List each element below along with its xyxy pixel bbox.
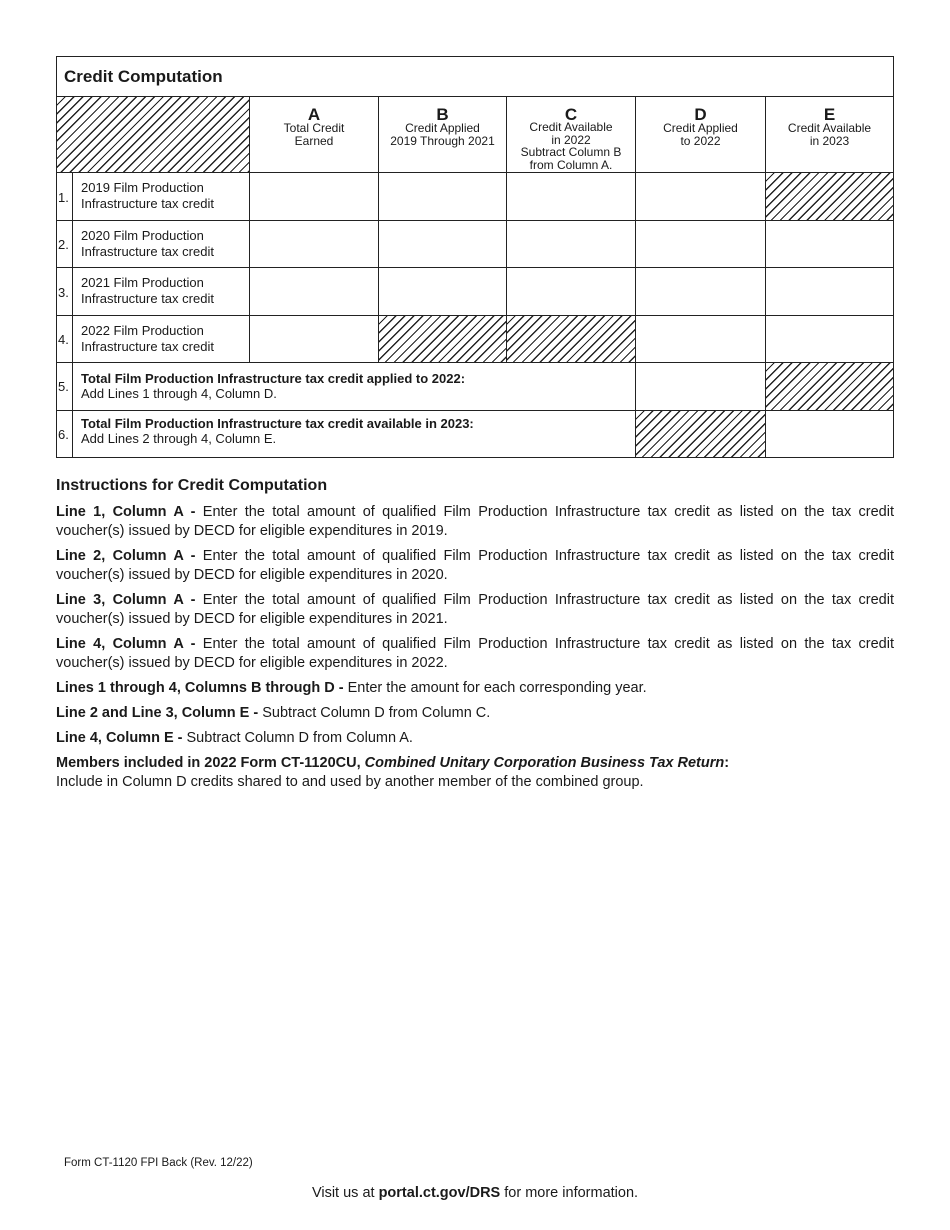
row-number: 2.: [58, 237, 69, 252]
cell-4a[interactable]: [250, 316, 378, 362]
row-label: 2019 Film Production Infrastructure tax credit: [81, 180, 214, 211]
instruction-item: Lines 1 through 4, Columns B through D - Enter the amount for each corresponding year.: [56, 680, 647, 696]
cell-2c[interactable]: [507, 221, 635, 267]
form-identifier: Form CT-1120 FPI Back (Rev. 12/22): [64, 1157, 253, 1169]
members-note: Members included in 2022 Form CT-1120CU, Combined Unitary Corporation Business Tax Return: Include in Column D credits shared to and used by another member of the combined group.: [56, 755, 730, 790]
instruction-item: Line 4, Column A - Enter the total amount of qualified Film Production Infrastructure tax credit as listed on the tax credit voucher(s) issued by DECD for eligible expenditures in 2022.: [56, 636, 894, 671]
cell-2b[interactable]: [379, 221, 506, 267]
cell-1c[interactable]: [507, 173, 635, 220]
instruction-item: Line 2, Column A - Enter the total amount of qualified Film Production Infrastructure tax credit as listed on the tax credit voucher(s) issued by DECD for eligible expenditures in 2020.: [56, 548, 894, 583]
row-number: 6.: [58, 427, 69, 442]
hatched-cell-4b: [379, 316, 506, 362]
hatched-cell-1e: [766, 173, 893, 220]
cell-5d[interactable]: [636, 363, 765, 410]
cell-1d[interactable]: [636, 173, 765, 220]
cell-2e[interactable]: [766, 221, 893, 267]
cell-2d[interactable]: [636, 221, 765, 267]
hatched-cell-5e: [766, 363, 893, 410]
row-label: 2022 Film Production Infrastructure tax credit: [81, 323, 214, 354]
credit-computation-table: Credit Computation A Total Credit Earned B Credit Applied 2019 Through 2021 C Credit Available in 2022 Subtract Column B from Column A. D Credit Applied to 2022 E Credit Available in 2023 1. 2019 Film Production Infrastructure tax credit 2. 2020 Film Production Infrastructure tax credit 3. 2021 Film Production Infrastructure tax credit 4. 2022 Film Production Infrastructure tax credit 5. Total Film Production Infrastructure tax credit applied to 2022: Add Lines 1 through 4, Column D. 6. Total Film Production Infrastructure tax credit available in 2023: Add Lines 2 through 4, Column E.: [56, 56, 894, 458]
hatched-cell-4c: [507, 316, 635, 362]
row-label: 2020 Film Production Infrastructure tax credit: [81, 228, 214, 259]
instruction-item: Line 1, Column A - Enter the total amount of qualified Film Production Infrastructure tax credit as listed on the tax credit voucher(s) issued by DECD for eligible expenditures in 2019.: [56, 504, 894, 539]
row-label: 2021 Film Production Infrastructure tax credit: [81, 275, 214, 306]
total-applied-label: Total Film Production Infrastructure tax credit applied to 2022: Add Lines 1 through 4, Column D.: [81, 371, 466, 401]
instruction-item: Line 3, Column A - Enter the total amount of qualified Film Production Infrastructure tax credit as listed on the tax credit voucher(s) issued by DECD for eligible expenditures in 2021.: [56, 592, 894, 627]
instruction-item: Line 2 and Line 3, Column E - Subtract Column D from Column C.: [56, 705, 491, 721]
cell-1a[interactable]: [250, 173, 378, 220]
row-number: 1.: [58, 190, 69, 205]
table-title: Credit Computation: [64, 67, 223, 86]
cell-3c[interactable]: [507, 268, 635, 315]
instructions-title: Instructions for Credit Computation: [56, 477, 328, 494]
row-number: 5.: [58, 379, 69, 394]
cell-3d[interactable]: [636, 268, 765, 315]
cell-4d[interactable]: [636, 316, 765, 362]
instructions-section: [56, 477, 894, 798]
row-number: 4.: [58, 332, 69, 347]
cell-4e[interactable]: [766, 316, 893, 362]
hatched-cell-6d: [636, 411, 765, 457]
footer-visit-text: Visit us at portal.ct.gov/DRS for more information.: [311, 1185, 639, 1201]
cell-1b[interactable]: [379, 173, 506, 220]
hatched-header-corner: [57, 97, 249, 172]
cell-6e[interactable]: [766, 411, 893, 457]
cell-2a[interactable]: [250, 221, 378, 267]
row-number: 3.: [58, 285, 69, 300]
instruction-item: Line 4, Column E - Subtract Column D from Column A.: [56, 730, 413, 746]
cell-3a[interactable]: [250, 268, 378, 315]
total-available-label: Total Film Production Infrastructure tax credit available in 2023: Add Lines 2 through 4, Column E.: [81, 416, 474, 446]
cell-3e[interactable]: [766, 268, 893, 315]
portal-link[interactable]: portal.ct.gov/DRS: [378, 1185, 501, 1201]
cell-3b[interactable]: [379, 268, 506, 315]
